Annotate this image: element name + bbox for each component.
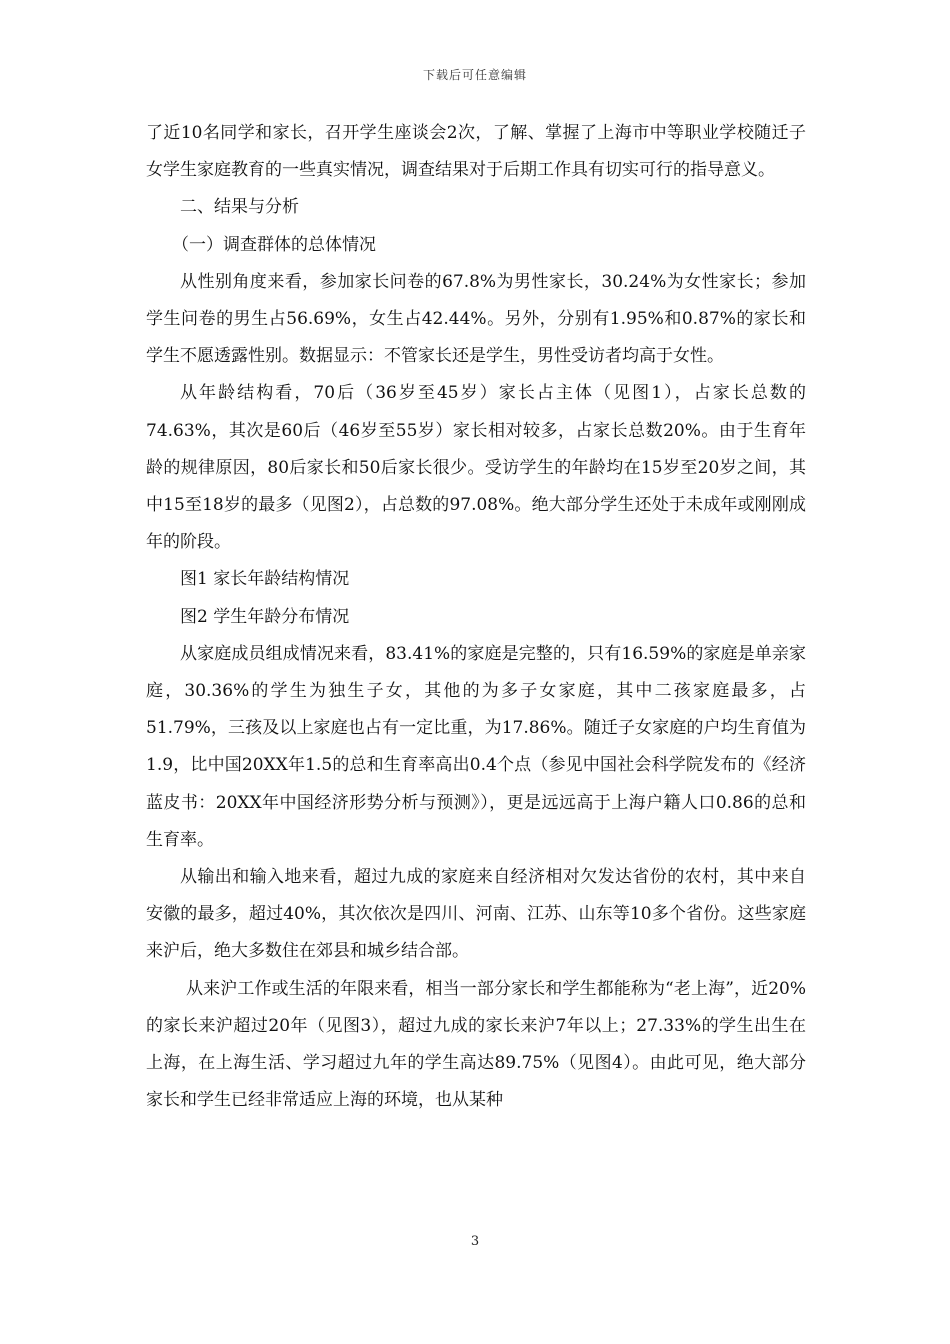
page-number: 3 [470, 1234, 480, 1249]
paragraph-continuation: 了近10名同学和家长，召开学生座谈会2次，了解、掌握了上海市中等职业学校随迁子女学生家庭教育的一些真实情况，调查结果对于后期工作具有切实可行的指导意义。 [146, 123, 806, 181]
figure-caption-2: 图2 学生年龄分布情况 [180, 606, 350, 627]
subsection-heading: （一）调查群体的总体情况 [172, 234, 376, 255]
figure-caption-1: 图1 家长年龄结构情况 [180, 569, 350, 590]
section-heading: 二、结果与分析 [180, 197, 299, 218]
page-header: 下载后可任意编辑 [422, 68, 527, 82]
paragraph-origin: 从输出和输入地来看，超过九成的家庭来自经济相对欠发达省份的农村，其中来自安徽的最多，超过40%，其次依次是四川、河南、江苏、山东等10多个省份。这些家庭来沪后，绝大多数住在郊县和城乡结合部。 [146, 867, 806, 962]
paragraph-age: 从年龄结构看，70后（36岁至45岁）家长占主体（见图1），占家长总数的74.63%，其次是60后（46岁至55岁）家长相对较多，占家长总数20%。由于生育年龄的规律原因，80后家长和50后家长很少。受访学生的年龄均在15岁至20岁之间，其中15至18岁的最多（见图2），占总数的97.08%。绝大部分学生还处于未成年或刚刚成年的阶段。 [146, 383, 806, 553]
paragraph-gender: 从性别角度来看，参加家长问卷的67.8%为男性家长，30.24%为女性家长；参加学生问卷的男生占56.69%，女生占42.44%。另外，分别有1.95%和0.87%的家长和学生不愿透露性别。数据显示：不管家长还是学生，男性受访者均高于女性。 [146, 271, 806, 367]
paragraph-duration: 从来沪工作或生活的年限来看，相当一部分家长和学生都能称为“老上海”，近20%的家长来沪超过20年（见图3），超过九成的家长来沪7年以上；27.33%的学生出生在上海，在上海生活、学习超过九年的学生高达89.75%（见图4）。由此可见，绝大部分家长和学生已经非常适应上海的环境，也从某种 [146, 978, 806, 1111]
document-body [146, 115, 806, 1119]
paragraph-family: 从家庭成员组成情况来看，83.41%的家庭是完整的，只有16.59%的家庭是单亲家庭，30.36%的学生为独生子女，其他的为多子女家庭，其中二孩家庭最多，占51.79%，三孩及以上家庭也占有一定比重，为17.86%。随迁子女家庭的户均生育值为1.9，比中国20XX年1.5的总和生育率高出0.4个点（参见中国社会科学院发布的《经济蓝皮书：20XX年中国经济形势分析与预测》），更是远远高于上海户籍人口0.86的总和生育率。 [146, 643, 806, 850]
